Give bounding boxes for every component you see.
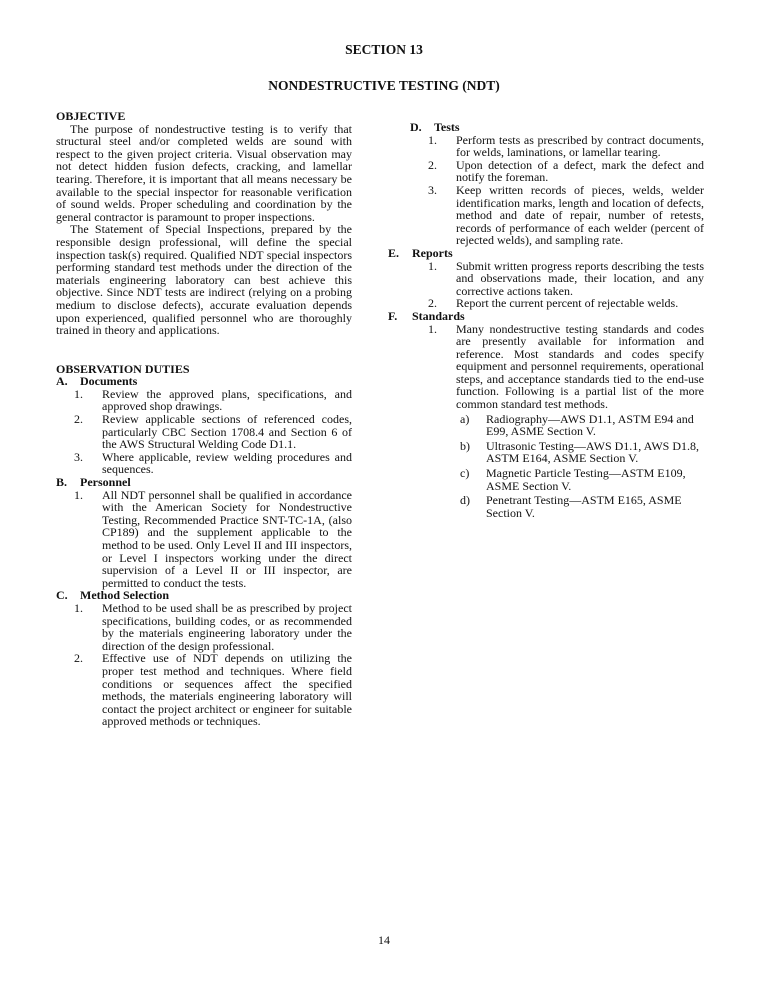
standard-item: c) Magnetic Particle Testing—ASTM E109, ASME Section V. [460, 466, 686, 493]
list-item: 2. Report the current percent of rejectable welds. [428, 296, 679, 311]
standard-item: d) Penetrant Testing—ASTM E165, ASME Section V. [460, 493, 682, 520]
list-item: 1. Many nondestructive testing standards and codes are presently available for information and reference. Most standards and codes specify equipment and personnel requirements, operational steps, and acceptance standards tied to the end-use function. Following is a partial list of the more common standard test methods. [428, 321, 704, 412]
standard-item: a) Radiography—AWS D1.1, ASTM E94 and E99, ASME Section V. [460, 411, 694, 439]
list-item: 1. All NDT personnel shall be qualified in accordance with the American Society for Nondestructive Testing, Recommended Practice SNT-TC-1A, (also CP189) and the supplement applicable to the method to be used. Only Level II and III inspectors, or Level I inspectors working under the direct supervision of a Level II or III inspector, are permitted to conduct the tests. [74, 487, 352, 590]
objective-paragraph-1: The purpose of nondestructive testing is to verify that structural steel and/or completed welds are sound with respect to the given project criteria. Visual observation may not detect hidden fusion defects, cracking, and lamellar tearing. Therefore, it is important that all means necessary be available to the special inspector for reasonable verification of sound welds. Proper scheduling and coordination by the general contractor is paramount to proper inspections. [56, 121, 352, 224]
observation-duties-heading: OBSERVATION DUTIES [56, 361, 190, 376]
section-a-heading: A. Documents [56, 374, 138, 389]
section-title: SECTION 13 [345, 42, 423, 57]
list-item: 2. Upon detection of a defect, mark the defect and notify the foreman. [428, 157, 704, 185]
list-item: 1. Method to be used shall be as prescribed by project specifications, building codes, or as recommended by the materials engineering laboratory under the direction of the design professional. [74, 600, 352, 653]
objective-heading: OBJECTIVE [56, 109, 126, 123]
section-e-heading: E. Reports [388, 245, 453, 260]
section-d-heading: D. Tests [410, 120, 460, 134]
list-item: 2. Review applicable sections of referenced codes, particularly CBC Section 1708.4 and Section 6 of the AWS Structural Welding Code D1.1. [74, 412, 352, 452]
list-item: 2. Effective use of NDT depends on utilizing the proper test method and techniques. Where field conditions or sequences affect the specified methods, the materials engineering laboratory will contact the project architect or engineer for suitable approved methods or techniques. [74, 651, 352, 729]
document-title: NONDESTRUCTIVE TESTING (NDT) [268, 78, 500, 93]
section-c-heading: C. Method Selection [56, 588, 169, 603]
section-b-heading: B. Personnel [56, 475, 131, 490]
list-item: 1. Perform tests as prescribed by contract documents, for welds, laminations, or lamellar tearing. [428, 132, 704, 160]
page-number: 14 [378, 933, 390, 947]
section-f-heading: F. Standards [388, 308, 465, 323]
left-column [56, 110, 352, 728]
list-item: 1. Review the approved plans, specifications, and approved shop drawings. [74, 386, 352, 414]
right-column [388, 120, 704, 520]
list-item: 1. Submit written progress reports describing the tests and observations made, their location, and any corrective actions taken. [428, 258, 704, 298]
list-item: 3. Keep written records of pieces, welds, welder identification marks, length and location of defects, method and date of repair, number of retests, records of performance of each welder (percent of rejected welds), and sampling rate. [428, 182, 704, 248]
list-item: 3. Where applicable, review welding procedures and sequences. [74, 449, 352, 477]
standard-item: b) Ultrasonic Testing—AWS D1.1, AWS D1.8, ASTM E164, ASME Section V. [460, 438, 700, 466]
objective-paragraph-2: The Statement of Special Inspections, prepared by the responsible design professional, will define the special inspection task(s) required. Qualified NDT special inspectors performing standard test methods under the direction of the materials engineering laboratory can best achieve this objective. Since NDT tests are indirect (relying on a probing medium to disclose defects), accurate evaluation depends upon experienced, qualified personnel who are thoroughly trained in theory and applications. [56, 222, 352, 338]
